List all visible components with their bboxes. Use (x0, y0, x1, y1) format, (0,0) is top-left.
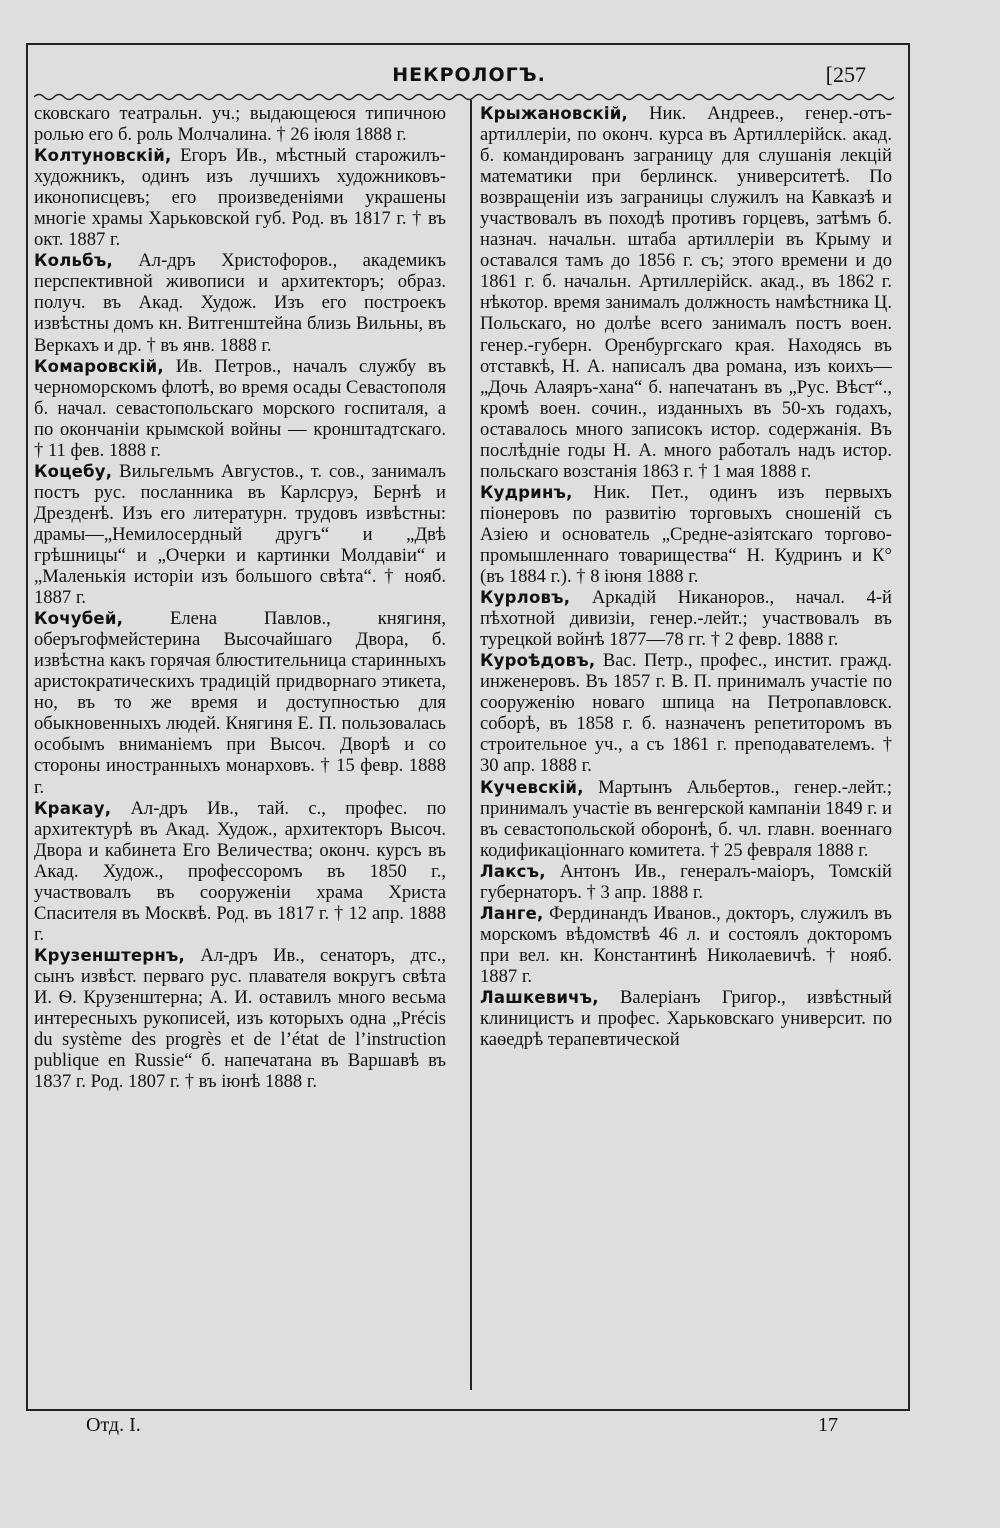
entry-text: Антонъ Ив., генералъ-маіоръ, Томскій губернаторъ. † 3 апр. 1888 г. (480, 860, 892, 903)
entry-text: Вас. Петр., профес., инстит. гражд. инженеровъ. Въ 1857 г. В. П. принималъ участіе по сооруженію новаго шпица на Петропавловск. соборѣ, въ 1858 г. б. назначенъ репетиторомъ въ строительное уч., а съ 1861 г. преподавателемъ. † 30 апр. 1888 г. (480, 650, 892, 777)
entry-text: Аркадій Никаноров., начал. 4-й пѣхотной дивизіи, генер.-лейт.; участвовалъ въ турецкой войнѣ 1877—78 гг. † 2 февр. 1888 г. (480, 587, 892, 651)
entry-text: Ник. Пет., одинъ изъ первыхъ піонеровъ по развитію торговыхъ сношеній съ Азіею и основатель „Средне-азіятскаго торгово-промышленнаго товарищества“ Н. Кудринъ и К° (въ 1884 г.). † 8 іюня 1888 г. (480, 481, 892, 588)
entry-name: Колтуновскій, (34, 146, 172, 166)
entry-text: Вильгельмъ Августов., т. сов., занималъ постъ рус. посланника въ Карлсруэ, Бернѣ и Дрезденѣ. Изъ его литературн. трудовъ извѣстны: драмы—„Немилосердный другъ“ и „Двѣ грѣшницы“ и „Очерки и картинки Молдавіи“ и „Маленькія исторіи изъ большого свѣта“. † нояб. 1887 г. (34, 460, 446, 609)
entry-text: Ив. Петров., началъ службу въ черноморскомъ флотѣ, во время осады Севастополя б. начал. севастопольскаго морского госпиталя, а по окончаніи крымской войны — кронштадтскаго. † 11 фев. 1888 г. (34, 355, 446, 461)
header-wavy-rule (34, 92, 894, 102)
entry-text: Егоръ Ив., мѣстный старожилъ-художникъ, одинъ изъ лучшихъ художниковъ-иконописцевъ; его произведеніями украшены многіе храмы Харьковской губ. Род. въ 1817 г. † въ окт. 1887 г. (34, 145, 446, 251)
entry-name: Кракау, (34, 798, 112, 818)
footer-sheet-number: 17 (818, 1414, 838, 1436)
entry-name: Кольбъ, (34, 251, 113, 271)
entry-text: Ал-дръ Ив., сенаторъ, дтс., сынъ извѣст. перваго рус. плавателя вокругъ свѣта И. Ѳ. Крузенштерна; А. И. оставилъ много весьма интересныхъ рукописей, изъ которыхъ одна „Précis du système des progrès et de l’état de l’instruction publique en Russie“ б. напечатана въ Варшавѣ въ 1837 г. Род. 1807 г. † въ іюнѣ 1888 г. (34, 944, 446, 1093)
entry-name: Курловъ, (480, 588, 571, 608)
entry (34, 945, 446, 1092)
entry-name: Крузенштернъ, (34, 945, 185, 965)
entry-name: Куроѣдовъ, (480, 651, 596, 671)
entry-name: Коцебу, (34, 461, 113, 481)
entry-text: Ник. Андреев., генер.-отъ-артиллеріи, по оконч. курса въ Артиллерійск. акад. б. командированъ заграницу для слушанія лекцій математики при берлинск. университетѣ. По возвращеніи изъ заграницы служилъ на Кавказѣ и участвовалъ въ походѣ противъ горцевъ, затѣмъ б. назнач. начальн. штаба артиллеріи въ Крыму и оставался тамъ до 1856 г. съ; этого времени и до 1861 г. б. начальн. Артиллерійск. акад., въ 1862 г. нѣкотор. время занималъ должность намѣстника Ц. Польскаго, но долѣе всего занималъ постъ воен. генер.-губерн. Оренбургскаго края. Находясь въ отставкѣ, Н. А. написалъ два романа, изъ коихъ—„Дочь Алаяръ-хана“ б. напечатанъ въ „Рус. Вѣст“., кромѣ воен. сочин., изданныхъ въ 50-хъ годахъ, оставалось много записокъ истор. содержанія. Въ послѣдніе годы Н. А. много работалъ надъ истор. польскаго возстанія 1863 г. † 1 мая 1888 г. (480, 103, 892, 482)
entry (34, 608, 446, 797)
entry (480, 482, 892, 587)
entry (480, 103, 892, 482)
entry-name: Кочубей, (34, 609, 124, 629)
entry-name: Кучевскій, (480, 777, 584, 797)
entry (480, 777, 892, 861)
entry (34, 798, 446, 945)
footer-section: Отд. I. (86, 1414, 141, 1436)
entry (34, 461, 446, 608)
entry (480, 587, 892, 650)
entry (34, 145, 446, 250)
entry (480, 987, 892, 1050)
entry-name: Лашкевичъ, (480, 987, 599, 1007)
entry (480, 861, 892, 903)
entry-name: Крыжановскій, (480, 104, 629, 123)
entry (34, 103, 446, 145)
entry-name: Комаровскій, (34, 356, 164, 376)
right-column (480, 103, 892, 1050)
header-title: НЕКРОЛОГЪ. (392, 64, 546, 86)
entry-text: Фердинандъ Иванов., докторъ, служилъ въ морскомъ вѣдомствѣ 46 л. и состоялъ докторомъ при вел. кн. Константинѣ Николаевичѣ. † нояб. 1887 г. (480, 902, 892, 987)
entry-text: Ал-дръ Христофоров., академикъ перспективной живописи и архитекторъ; образ. получ. въ Акад. Худож. Изъ его построекъ извѣстны домъ кн. Витгенштейна близь Вильны, въ Веркахъ и др. † въ янв. 1888 г. (34, 250, 446, 356)
entry-text: Валеріанъ Григор., извѣстный клиницистъ и профес. Харьковскаго университ. по каѳедрѣ терапевтической (480, 986, 892, 1051)
header-page-number: [257 (825, 62, 866, 87)
left-column (34, 103, 446, 1092)
entry-text: Елена Павлов., княгиня, оберъгофмейстерина Высочайшаго Двора, б. извѣстна какъ горячая блюстительница старинныхъ аристократическихъ традицій придворнаго этикета, но, въ то же время и доступностью для обыкновенныхъ людей. Княгиня Е. П. пользовалась особымъ вниманіемъ при Высоч. Дворѣ и со стороны иностранныхъ монарховъ. † 15 февр. 1888 г. (34, 608, 446, 798)
entry-name: Ланге, (480, 903, 544, 923)
entry-text: сковскаго театральн. уч.; выдающеюся типичною ролью его б. роль Молчалина. † 26 іюля 1888 г. (34, 103, 446, 146)
entry (480, 903, 892, 987)
entry (34, 356, 446, 461)
entry-text: Ал-дръ Ив., тай. с., профес. по архитектурѣ въ Акад. Худож., архитекторъ Высоч. Двора и кабинета Его Величества; оконч. курсъ въ Акад. Худож., профессоромъ въ 1850 г., участвовалъ въ сооруженіи храма Христа Спасителя въ Москвѣ. Род. въ 1817 г. † 12 апр. 1888 г. (34, 797, 446, 945)
entry-name: Кудринъ, (480, 482, 573, 502)
column-divider (470, 100, 472, 1390)
entry-text: Мартынъ Альбертов., генер.-лейт.; принималъ участіе въ венгерской кампаніи 1849 г. и въ севастопольской оборонѣ, б. чл. главн. военнаго кодификаціоннаго комитета. † 25 февраля 1888 г. (480, 776, 892, 861)
entry-name: Лаксъ, (480, 861, 546, 881)
entry (34, 250, 446, 355)
entry (480, 650, 892, 776)
